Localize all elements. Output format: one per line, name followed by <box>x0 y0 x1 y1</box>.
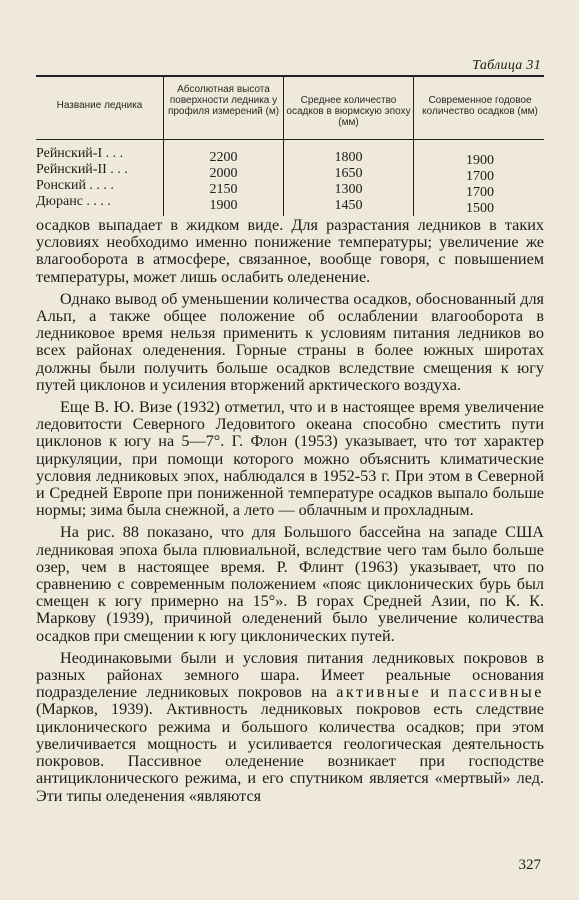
table-column-divider <box>413 76 414 216</box>
table-column-divider <box>283 76 284 216</box>
table-cell-name: Рейнский-II . . . <box>36 162 128 177</box>
emphasis-passive: пассивные <box>448 683 544 702</box>
table-caption: Таблица 31 <box>472 58 541 73</box>
paragraph: осадков выпадает в жидком виде. Для разрастания ледников в таких условиях необходимо именно понижение температуры; увеличение же влагооборота в атмосфере, связанное, вообще говоря, с повышением температуры, может лишь ослабить оледенение. <box>36 216 544 286</box>
table-wurm-column <box>286 150 411 214</box>
table-cell-height: 2150 <box>209 182 238 197</box>
table-cell-wurm: 1450 <box>334 198 363 213</box>
table-cell-name: Дюранс . . . . <box>36 194 111 209</box>
table-cell-wurm: 1300 <box>334 182 363 197</box>
table-cell-modern: 1900 <box>466 153 494 168</box>
page-number: 327 <box>518 857 541 873</box>
table-header-wurm: Среднее количество осадков в вюрмскую эпоху (мм) <box>286 95 411 128</box>
table-header-modern: Современное годовое количество осадков (мм) <box>422 95 538 117</box>
table-cell-height: 2200 <box>209 150 238 165</box>
table-cell-modern: 1700 <box>466 169 494 184</box>
table-cell-wurm: 1650 <box>334 166 363 181</box>
table-header-rule <box>36 139 544 140</box>
table-column-divider <box>163 76 164 216</box>
paragraph-text: (Марков, 1939). Активность ледниковых покровов есть следствие циклонического режима и большого количества осадков; при этом увеличивается мощность и усиливается геологическая деятельность покровов. Пассивное оледенение возникает при господстве антициклонического режима, и его спутником является «мертвый» лед. Эти типы оледенения «являются <box>36 700 544 805</box>
paragraph: Однако вывод об уменьшении количества осадков, обоснованный для Альп, а также общее положение об ослаблении влагооборота в ледниковое время нельзя применить к условиям питания ледников во всех районах оледенения. Горные страны в более южных широтах должны были получить больше осадков вследствие смещения к югу путей циклонов и усиления вторжений арктического воздуха. <box>36 289 544 394</box>
table-cell-wurm: 1800 <box>334 150 363 165</box>
table-cell-modern: 1500 <box>466 201 494 216</box>
paragraph: Еще В. Ю. Визе (1932) отметил, что и в настоящее время увеличение ледовитости Северного Ледовитого океана способно сместить пути циклонов к югу на 5—7°. Г. Флон (1953) указывает, что тот характер циркуляции, при помощи которого можно объяснить климатические условия ледниковых эпох, наблюдался в 1952-53 г. При этом в Северной и Средней Европе при пониженной температуре осадков выпало больше нормы; зима была снежной, а лето — облачным и прохладным. <box>36 398 544 520</box>
table-cell-name: Рейнский-I . . . <box>36 146 124 161</box>
table-cell-height: 1900 <box>209 198 238 213</box>
table-header-name: Название ледника <box>56 100 143 111</box>
paragraph-text: Неодинаковыми были и условия питания ледниковых покровов в разных районах земного шара. Имеет реальные основания подразделение ледниковых покровов на <box>36 648 544 702</box>
table-height-column <box>166 150 281 214</box>
paragraph: На рис. 88 показано, что для Большого бассейна на западе США ледниковая эпоха была плювиальной, вследствие чего там было больше озер, чем в настоящее время. Р. Флинт (1963) указывает, что по сравнению с современным положением «пояс циклонических бурь был смещен к югу примерно на 15°». В горах Средней Азии, по К. К. Маркову (1939), причиной оледенений было увеличение количества осадков при смещении к югу циклонических путей. <box>36 523 544 645</box>
paragraph <box>36 650 544 805</box>
emphasis-active: активные <box>336 683 422 702</box>
body-text <box>36 217 544 805</box>
table-cell-name: Ронский . . . . <box>36 178 114 193</box>
table-top-rule <box>36 75 544 77</box>
table-header-height: Абсолютная высота поверхности ледника у профиля измерений (м) <box>167 84 280 117</box>
paragraph-text: и <box>421 683 449 702</box>
table-cell-height: 2000 <box>209 166 238 181</box>
table-names-column <box>36 146 128 210</box>
table-modern-column <box>416 153 544 217</box>
table-cell-modern: 1700 <box>466 185 494 200</box>
